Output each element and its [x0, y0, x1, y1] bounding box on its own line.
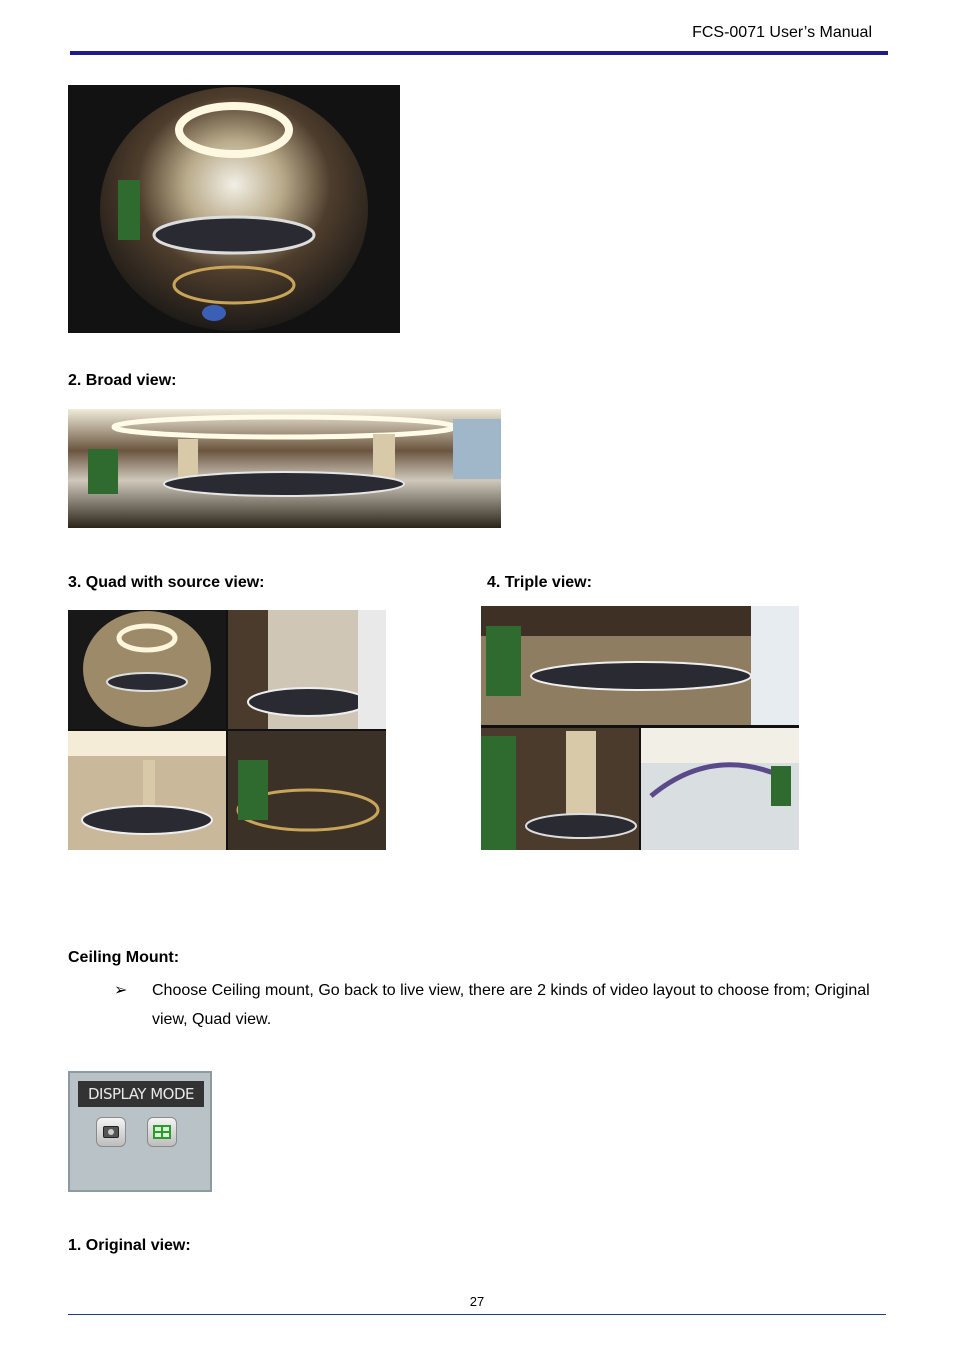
footer-divider	[68, 1314, 886, 1315]
display-mode-title: DISPLAY MODE	[78, 1081, 204, 1107]
triple-view-image	[481, 606, 799, 850]
section-heading-original-view: 1. Original view:	[68, 1237, 191, 1254]
display-mode-panel	[68, 1071, 212, 1192]
original-view-button[interactable]	[96, 1117, 126, 1147]
quad-grid-view-icon	[153, 1125, 171, 1139]
section-heading-quad-view: 3. Quad with source view:	[68, 574, 265, 591]
header-divider	[70, 51, 888, 55]
fisheye-original-image	[68, 85, 400, 333]
broad-view-image	[68, 409, 501, 528]
quad-view-button[interactable]	[147, 1117, 177, 1147]
quad-view-image	[68, 610, 386, 850]
section-heading-broad-view: 2. Broad view:	[68, 372, 177, 389]
camera-original-view-icon	[103, 1126, 119, 1138]
document-title: FCS-0071 User’s Manual	[692, 24, 872, 41]
section-heading-ceiling-mount: Ceiling Mount:	[68, 949, 180, 966]
page-number: 27	[469, 1294, 485, 1309]
section-heading-triple-view: 4. Triple view:	[487, 574, 592, 591]
arrow-bullet-icon: ➢	[114, 982, 128, 999]
bullet-text: Choose Ceiling mount, Go back to live view, there are 2 kinds of video layout to choose from; Original view, Quad view.	[152, 982, 870, 1028]
